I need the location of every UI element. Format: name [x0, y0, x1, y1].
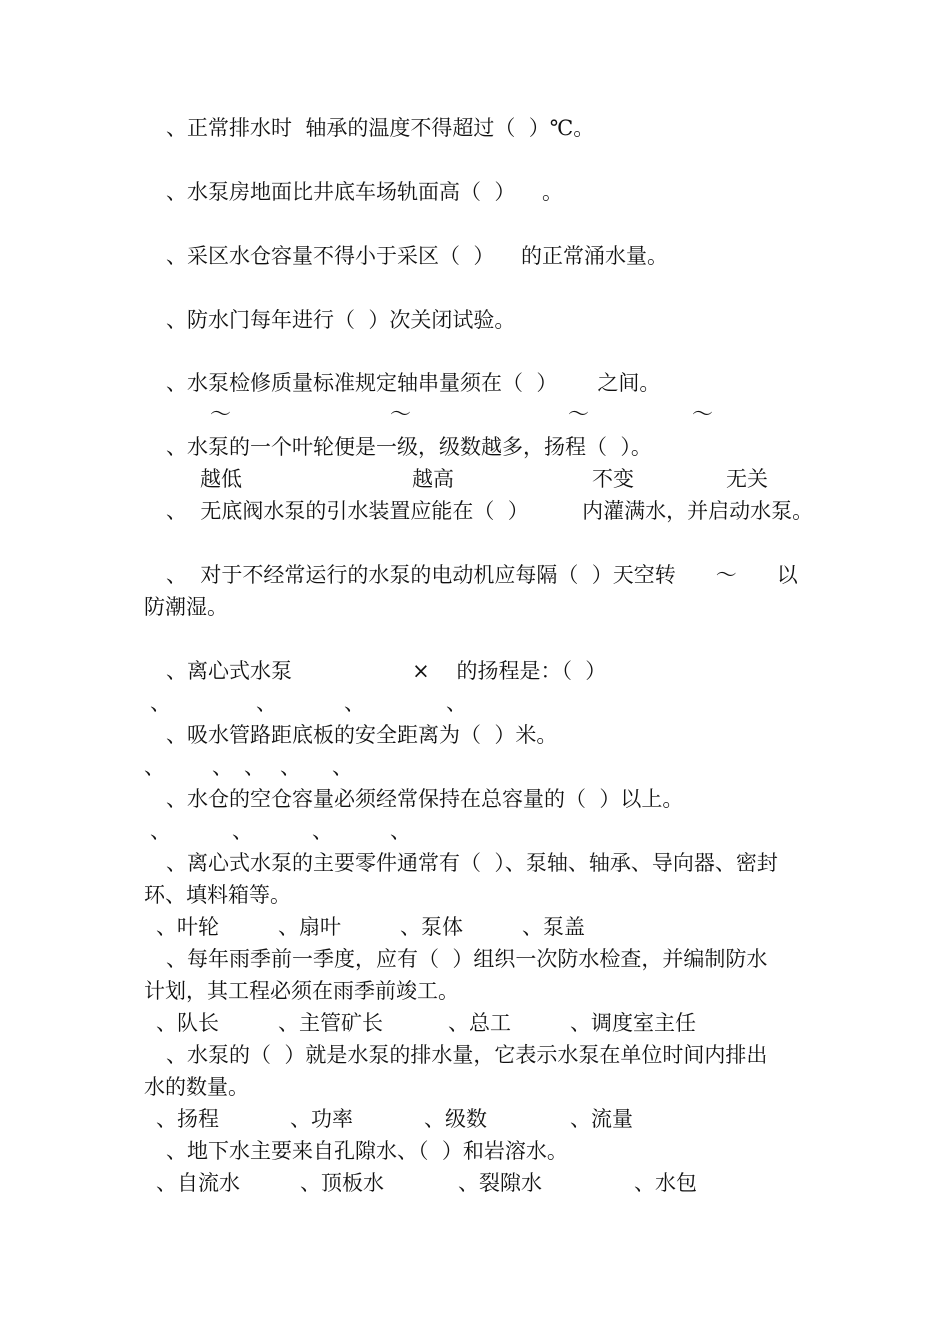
option: 、功率 [290, 1107, 353, 1131]
option: 、 [150, 691, 171, 715]
option: 、 [332, 755, 353, 779]
option: 、裂隙水 [458, 1171, 542, 1195]
question-2: 、水泵房地面比井底车场轨面高（ ） 。 [166, 180, 564, 204]
option: 越高 [412, 467, 454, 491]
question-13: 、每年雨季前一季度，应有（ ）组织一次防水检查，并编制防水 [166, 947, 768, 971]
option: ～ [210, 402, 231, 426]
option: 、泵盖 [522, 915, 585, 939]
question-12-continued: 环、填料箱等。 [144, 883, 291, 907]
question-8: 、 对于不经常运行的水泵的电动机应每隔（ ）天空转 ～ 以 [166, 563, 798, 587]
option: ～ [692, 402, 713, 426]
option: 、队长 [156, 1011, 219, 1035]
question-12: 、离心式水泵的主要零件通常有（ ）、泵轴、轴承、导向器、密封 [166, 851, 778, 875]
option: 、 [312, 819, 333, 843]
question-1: 、正常排水时 轴承的温度不得超过（ ）℃。 [166, 116, 595, 140]
option: 、叶轮 [156, 915, 219, 939]
option: 、级数 [424, 1107, 487, 1131]
option: 、扬程 [156, 1107, 219, 1131]
option: 、 [244, 755, 265, 779]
option: 无关 [726, 467, 768, 491]
option: 、流量 [570, 1107, 633, 1131]
option: 、 [232, 819, 253, 843]
question-11: 、水仓的空仓容量必须经常保持在总容量的（ ）以上。 [166, 787, 684, 811]
question-3: 、采区水仓容量不得小于采区（ ） 的正常涌水量。 [166, 244, 669, 268]
option: 、 [344, 691, 365, 715]
question-13-continued: 计划，其工程必须在雨季前竣工。 [144, 979, 459, 1003]
question-14-continued: 水的数量。 [144, 1075, 249, 1099]
question-5: 、水泵检修质量标准规定轴串量须在（ ） 之间。 [166, 371, 661, 395]
option: 、主管矿长 [278, 1011, 383, 1035]
option: 、水包 [634, 1171, 697, 1195]
question-8-continued: 防潮湿。 [144, 595, 228, 619]
option: 、 [150, 819, 171, 843]
question-10: 、吸水管路距底板的安全距离为（ ）米。 [166, 723, 558, 747]
option: 、总工 [448, 1011, 511, 1035]
question-4: 、防水门每年进行（ ）次关闭试验。 [166, 308, 516, 332]
option: 、调度室主任 [570, 1011, 696, 1035]
question-7: 、 无底阀水泵的引水装置应能在（ ） 内灌满水，并启动水泵。 [166, 499, 814, 523]
question-9: 、离心式水泵 × 的扬程是：（ ） [166, 659, 607, 683]
question-14: 、水泵的（ ）就是水泵的排水量，它表示水泵在单位时间内排出 [166, 1043, 768, 1067]
question-6: 、水泵的一个叶轮便是一级，级数越多，扬程（ ）。 [166, 435, 652, 459]
option: 越低 [200, 467, 242, 491]
option: ～ [390, 402, 411, 426]
option: 、 [446, 691, 467, 715]
option: ～ [568, 402, 589, 426]
option: 、泵体 [400, 915, 463, 939]
option: 、 [280, 755, 301, 779]
option: 、 [144, 755, 165, 779]
option: 、 [390, 819, 411, 843]
option: 、顶板水 [300, 1171, 384, 1195]
option: 、自流水 [156, 1171, 240, 1195]
option: 不变 [592, 467, 634, 491]
option: 、 [212, 755, 233, 779]
option: 、 [256, 691, 277, 715]
question-15: 、地下水主要来自孔隙水、（ ）和岩溶水。 [166, 1139, 568, 1163]
option: 、扇叶 [278, 915, 341, 939]
